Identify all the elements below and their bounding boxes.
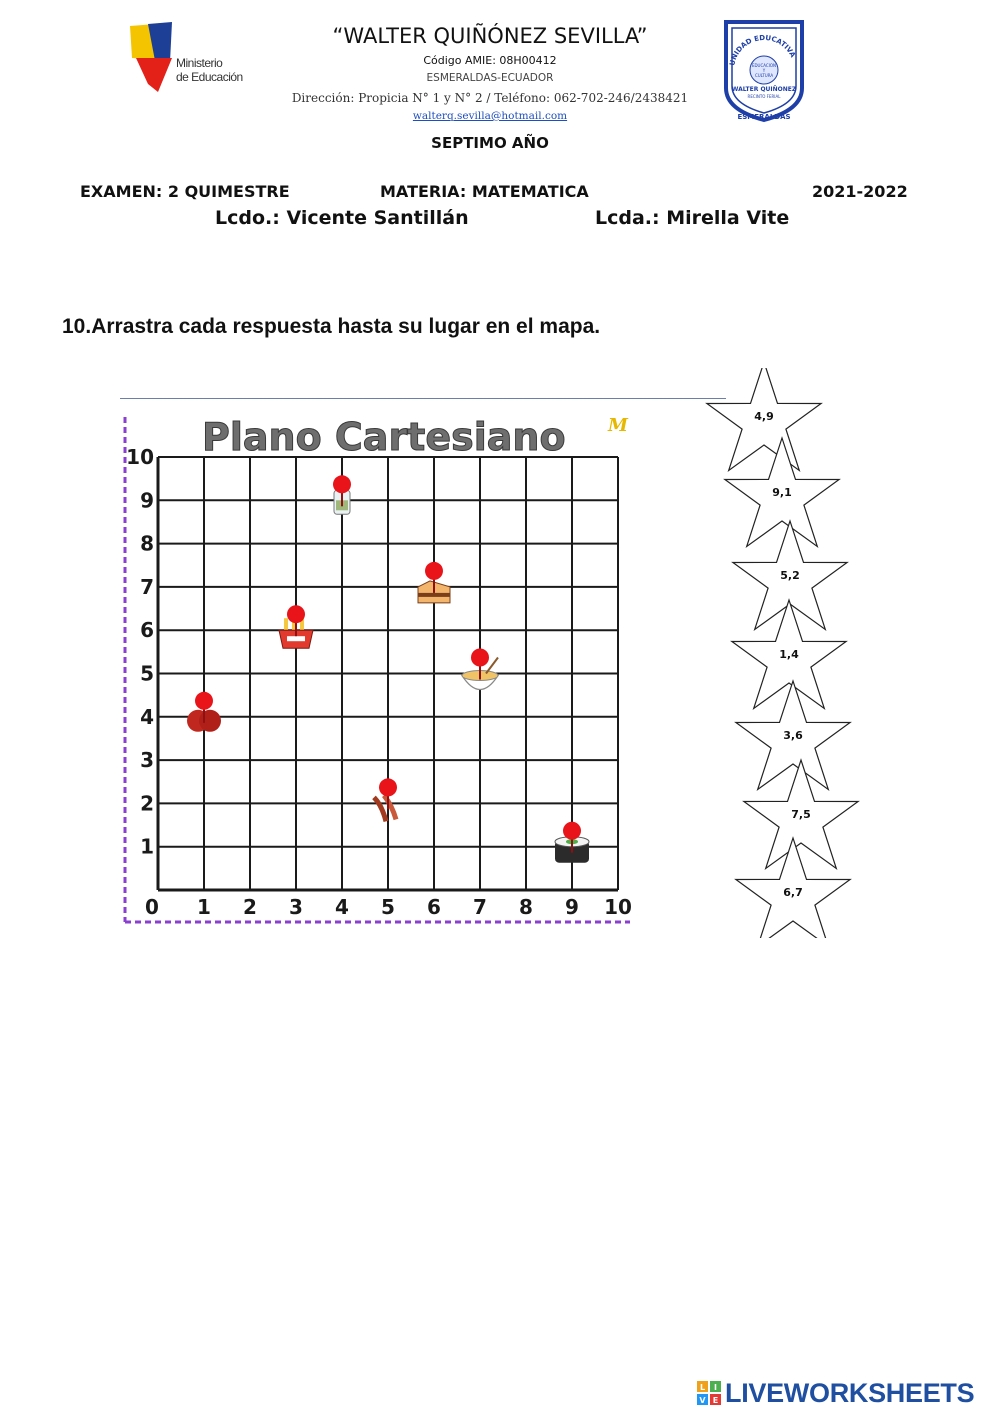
x-tick-label: 2 bbox=[243, 895, 257, 919]
answer-star[interactable] bbox=[744, 760, 858, 869]
cartesian-plane bbox=[110, 405, 650, 930]
liveworksheets-logo-icon bbox=[697, 1381, 721, 1405]
school-year: 2021-2022 bbox=[812, 182, 908, 201]
bacon-icon bbox=[374, 795, 396, 821]
seal-school-name: WALTER QUIÑONEZ bbox=[731, 86, 797, 93]
answer-stars bbox=[700, 368, 900, 938]
logo-letter-l: L bbox=[699, 1383, 706, 1392]
teacher-1: Lcdo.: Vicente Santillán bbox=[215, 207, 469, 229]
liveworksheets-brand bbox=[697, 1376, 974, 1410]
seal-inner-1: EDUCACION bbox=[751, 63, 777, 68]
plane-watermark: M bbox=[608, 415, 628, 436]
x-tick-label: 5 bbox=[381, 895, 395, 919]
teacher-2: Lcda.: Mirella Vite bbox=[595, 207, 790, 229]
subject-label: MATERIA: MATEMATICA bbox=[380, 182, 589, 201]
grade-label: SEPTIMO AÑO bbox=[431, 134, 549, 152]
answer-star[interactable] bbox=[707, 368, 821, 471]
seal-sub: RECINTO FERIAL bbox=[747, 94, 781, 99]
y-tick-label: 1 bbox=[140, 834, 154, 859]
x-tick-label: 3 bbox=[289, 895, 303, 919]
y-tick-label: 6 bbox=[140, 618, 154, 643]
exam-label: EXAMEN: 2 QUIMESTRE bbox=[80, 182, 290, 201]
ministry-label: Ministerio de Educación bbox=[176, 56, 243, 84]
y-tick-label: 10 bbox=[126, 445, 154, 469]
answer-label: 5,2 bbox=[780, 569, 800, 582]
answer-label: 6,7 bbox=[783, 886, 803, 899]
y-tick-label: 9 bbox=[140, 488, 154, 513]
y-tick-label: 2 bbox=[140, 791, 154, 816]
answer-label: 1,4 bbox=[779, 648, 799, 661]
x-tick-label: 0 bbox=[145, 895, 159, 919]
plane-title: Plano Cartesiano bbox=[202, 415, 566, 459]
logo-letter-e: E bbox=[712, 1396, 719, 1405]
y-tick-label: 4 bbox=[140, 704, 154, 729]
x-tick-label: 6 bbox=[427, 895, 441, 919]
answer-label: 3,6 bbox=[783, 729, 803, 742]
school-city: ESMERALDAS-ECUADOR bbox=[426, 72, 554, 84]
answer-label: 9,1 bbox=[772, 486, 792, 499]
question-instruction: 10.Arrastra cada respuesta hasta su lugar en el mapa. bbox=[62, 315, 601, 338]
x-tick-label: 4 bbox=[335, 895, 349, 919]
logo-letter-v: V bbox=[699, 1396, 706, 1405]
seal-arc-text: UNIDAD EDUCATIVA bbox=[728, 33, 797, 67]
answer-star[interactable] bbox=[736, 838, 850, 938]
y-tick-label: 3 bbox=[140, 748, 154, 773]
x-tick-label: 9 bbox=[565, 895, 579, 919]
school-address: Dirección: Propicia N° 1 y N° 2 / Teléfono: 062-702-246/2438421 bbox=[291, 91, 689, 105]
brand-name: LIVEWORKSHEETS bbox=[725, 1377, 975, 1408]
seal-inner-2: Y bbox=[762, 68, 766, 73]
school-email-link[interactable]: walterq.sevilla@hotmail.com bbox=[412, 110, 568, 122]
logo-letter-i: I bbox=[714, 1383, 717, 1392]
answer-star[interactable] bbox=[736, 681, 850, 790]
x-tick-label: 10 bbox=[604, 895, 632, 919]
school-seal bbox=[720, 18, 808, 124]
x-tick-label: 7 bbox=[473, 895, 487, 919]
amie-code: Código AMIE: 08H00412 bbox=[423, 54, 557, 67]
school-name: “WALTER QUIÑÓNEZ SEVILLA” bbox=[332, 24, 648, 48]
x-tick-label: 1 bbox=[197, 895, 211, 919]
y-tick-label: 8 bbox=[140, 531, 154, 556]
answer-label: 7,5 bbox=[791, 808, 811, 821]
divider-line bbox=[120, 398, 726, 399]
seal-inner-3: CULTURA bbox=[754, 73, 774, 78]
seal-city: ESMERALDAS bbox=[737, 113, 791, 121]
answer-label: 4,9 bbox=[754, 410, 774, 423]
x-tick-label: 8 bbox=[519, 895, 533, 919]
y-tick-label: 5 bbox=[140, 661, 154, 686]
y-tick-label: 7 bbox=[140, 574, 154, 599]
